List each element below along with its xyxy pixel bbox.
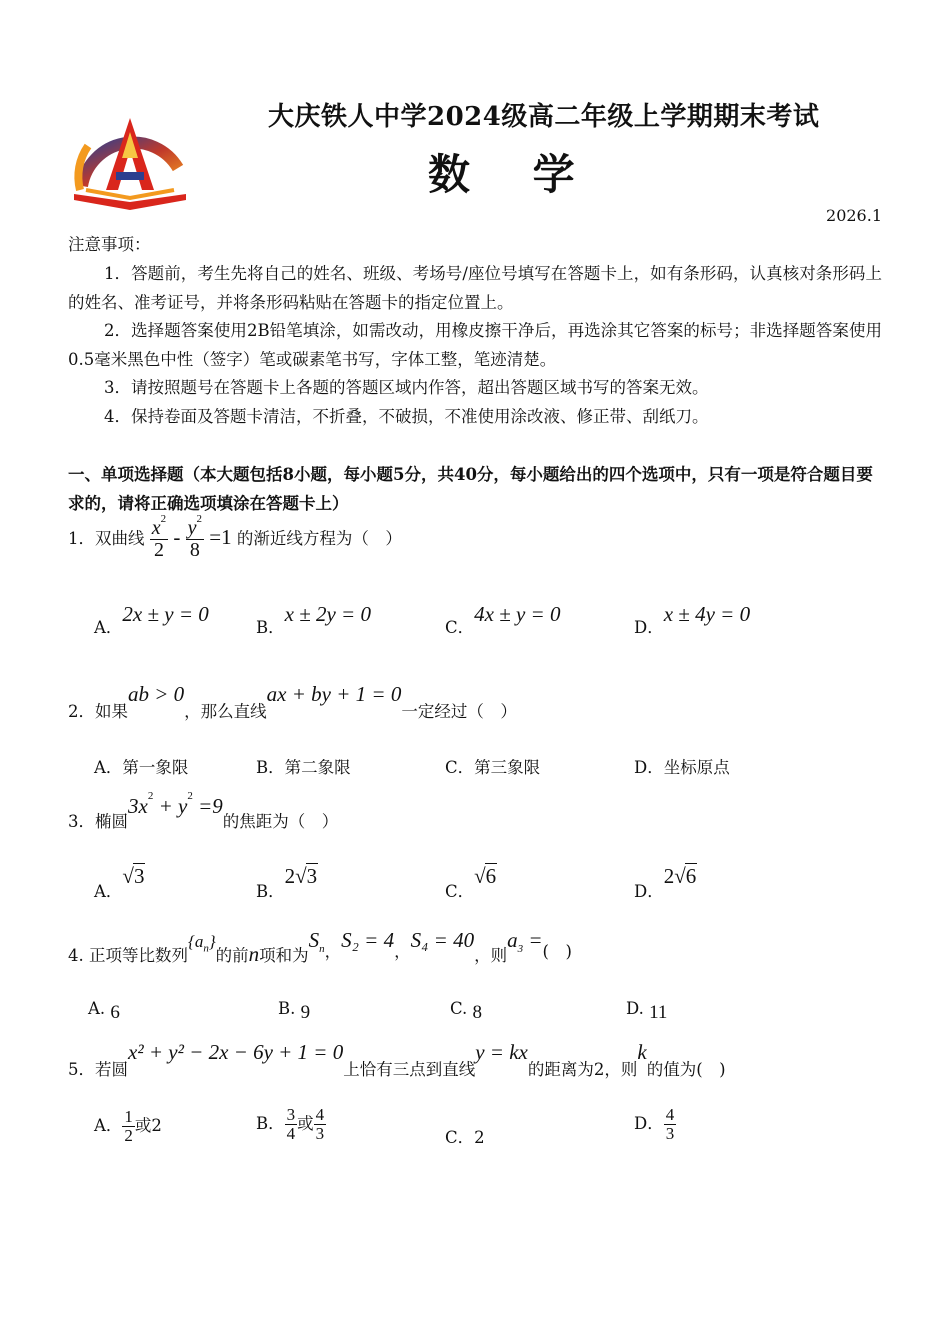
q2-option-c: C．第三象限 [445,758,541,777]
q5-option-a: A． $\frac{1}{2}$ 或2 [94,1107,162,1145]
q4-option-c: C. 8 [450,999,483,1023]
notice-heading: 注意事项： [68,235,151,254]
school-logo [66,98,194,216]
q4-s4: S₄ = 40 [410,928,475,952]
question-3: 3．椭圆$3x^2 + y^2 =9$的焦距为（ ） [68,790,339,831]
q4-option-b: B. 9 [278,999,311,1023]
notice-item-2: 2．选择题答案使用2B铅笔填涂，如需改动，用橡皮擦干净后，再选涂其它答案的标号；非选择题答案使用0.5毫米黑色中性（签字）笔或碳素笔书写，字体工整，笔迹清楚。 [68,321,882,369]
q5-option-c: C．2 [445,1128,485,1147]
q5-line-equation: y = kx [475,1040,528,1064]
question-4: 4. 正项等比数列$\{a_n\}$的前n项和为$S_n$，S₂ = 4，S₄ = 40，则$a_3$ =( ) [68,928,572,966]
q3-option-c: C．√6 [445,864,497,901]
q2-option-d: D．坐标原点 [634,758,730,777]
q1-suffix: 的渐近线方程为（ ） [236,529,402,548]
notice-item-1: 1．答题前，考生先将自己的姓名、班级、考场号/座位号填写在答题卡上，如有条形码，认真核对条形码上的姓名、准考证号，并将条形码粘贴在答题卡的指定位置上。 [68,264,882,312]
exam-title: 大庆铁人中学2024级高二年级上学期期末考试 [268,102,820,132]
section-heading: 一、单项选择题（本大题包括8小题，每小题5分，共40分，每小题给出的四个选项中，只有一项是符合题目要求的，请将正确选项填涂在答题卡上） [68,465,873,513]
exam-date: 2026.1 [826,206,882,225]
q1-option-a: A．2x ± y = 0 [94,602,209,637]
q3-option-d: D．2√6 [634,864,697,901]
q2-condition: ab > 0 [128,682,185,706]
q4-s2: S₂ = 4 [341,928,395,952]
q1-hyperbola-equation: $\frac{x^2}{2}$ - $\frac{y^2}{8}$ =1 [151,513,232,561]
q5-option-b: B． $\frac{3}{4}$ 或 $\frac{4}{3}$ [256,1105,325,1143]
q3-option-a: A．√3 [94,864,145,901]
question-2: 2．如果ab > 0，那么直线ax + by + 1 = 0一定经过（ ） [68,682,517,721]
notice-item-4: 4．保持卷面及答题卡清洁，不折叠，不破损，不准使用涂改液、修正带、刮纸刀。 [104,407,709,426]
q3-option-b: B．2√3 [256,864,318,901]
q4-option-a: A. 6 [88,999,120,1023]
q5-circle-equation: x² + y² − 2x − 6y + 1 = 0 [128,1040,344,1064]
q1-prefix: 1．双曲线 [68,529,145,548]
notice-item-3: 3．请按照题号在答题卡上各题的答题区域内作答，超出答题区域书写的答案无效。 [104,378,709,397]
question-5: 5．若圆x² + y² − 2x − 6y + 1 = 0上恰有三点到直线y = kx的距离为2，则k的值为( ) [68,1040,726,1079]
q1-option-b: B．x ± 2y = 0 [256,602,371,637]
q2-option-b: B．第二象限 [256,758,351,777]
q4-option-d: D. 11 [626,999,668,1023]
subject-title: 数 学 [428,150,599,199]
q1-option-c: C．4x ± y = 0 [445,602,561,637]
q5-option-d: D． $\frac{4}{3}$ [634,1105,675,1143]
question-1 [68,513,402,561]
q3-ellipse-equation: $3x^2 + y^2 =9$ [128,790,223,818]
q1-option-d: D．x ± 4y = 0 [634,602,751,637]
q2-line-equation: ax + by + 1 = 0 [266,682,402,706]
q2-option-a: A．第一象限 [94,758,189,777]
